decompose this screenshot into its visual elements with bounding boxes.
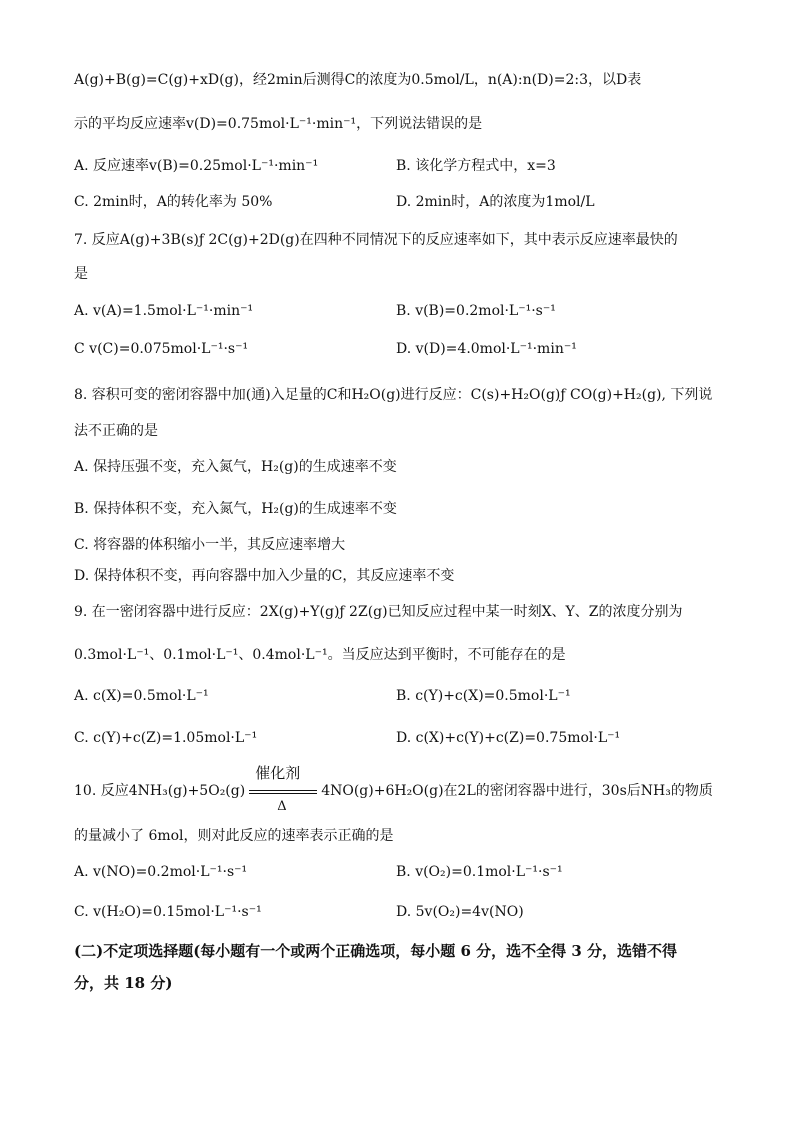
q7-option-b: B. v(B)=0.2mol·L⁻¹·s⁻¹ — [396, 303, 556, 319]
q6-option-b: B. 该化学方程式中，x=3 — [396, 158, 556, 174]
q8-option-a: A. 保持压强不变，充入氮气，H₂(g)的生成速率不变 — [74, 459, 397, 475]
q8-option-b: B. 保持体积不变，充入氮气，H₂(g)的生成速率不变 — [74, 501, 397, 517]
q10-catalyst-label: 催化剂 — [255, 764, 301, 782]
q7-option-c: C v(C)=0.075mol·L⁻¹·s⁻¹ — [74, 341, 249, 357]
q10-delta-label: Δ — [277, 799, 287, 814]
q9-option-c: C. c(Y)+c(Z)=1.05mol·L⁻¹ — [74, 730, 258, 746]
q6-stem-line2: 示的平均反应速率v(D)=0.75mol·L⁻¹·min⁻¹，下列说法错误的是 — [74, 116, 483, 132]
q10-stem-pre: 10. 反应4NH₃(g)+5O₂(g) — [74, 783, 246, 799]
q9-option-d: D. c(X)+c(Y)+c(Z)=0.75mol·L⁻¹ — [396, 730, 621, 746]
q9-stem-line2: 0.3mol·L⁻¹、0.1mol·L⁻¹、0.4mol·L⁻¹。当反应达到平衡时，不可能存在的是 — [74, 647, 566, 663]
q10-arrow-line — [249, 790, 317, 794]
q9-stem-line1: 9. 在一密闭容器中进行反应：2X(g)+Y(g)ƒ 2Z(g)已知反应过程中某一时刻X、Y、Z的浓度分别为 — [74, 604, 683, 620]
q10-option-b: B. v(O₂)=0.1mol·L⁻¹·s⁻¹ — [396, 864, 563, 880]
q10-catalyst-arrow — [245, 764, 321, 814]
q9-option-b: B. c(Y)+c(X)=0.5mol·L⁻¹ — [396, 688, 571, 704]
section-heading-line2: 分，共 18 分) — [74, 974, 173, 992]
q7-option-d: D. v(D)=4.0mol·L⁻¹·min⁻¹ — [396, 341, 577, 357]
q7-option-a: A. v(A)=1.5mol·L⁻¹·min⁻¹ — [74, 303, 254, 319]
q7-stem-line1: 7. 反应A(g)+3B(s)ƒ 2C(g)+2D(g)在四种不同情况下的反应速率如下，其中表示反应速率最快的 — [74, 232, 678, 248]
q10-option-c: C. v(H₂O)=0.15mol·L⁻¹·s⁻¹ — [74, 904, 262, 920]
q10-stem-line2: 的量减小了 6mol，则对此反应的速率表示正确的是 — [74, 828, 394, 844]
q10-stem-post: 4NO(g)+6H₂O(g)在2L的密闭容器中进行，30s后NH₃的物质 — [321, 783, 713, 799]
q8-option-d: D. 保持体积不变，再向容器中加入少量的C，其反应速率不变 — [74, 568, 455, 584]
q6-option-a: A. 反应速率v(B)=0.25mol·L⁻¹·min⁻¹ — [74, 158, 319, 174]
q10-option-d: D. 5v(O₂)=4v(NO) — [396, 904, 524, 920]
q9-option-a: A. c(X)=0.5mol·L⁻¹ — [74, 688, 209, 704]
section-heading-line1: (二)不定项选择题(每小题有一个或两个正确选项，每小题 6 分，选不全得 3 分，选错不得 — [74, 942, 678, 960]
q7-stem-line2: 是 — [74, 266, 88, 282]
q10-option-a: A. v(NO)=0.2mol·L⁻¹·s⁻¹ — [74, 864, 248, 880]
q6-option-c: C. 2min时，A的转化率为 50% — [74, 194, 273, 210]
q6-option-d: D. 2min时，A的浓度为1mol/L — [396, 194, 595, 210]
q6-stem-line1: A(g)+B(g)=C(g)+xD(g)，经2min后测得C的浓度为0.5mol/L，n(A):n(D)=2:3，以D表 — [74, 72, 642, 88]
q8-stem-line1: 8. 容积可变的密闭容器中加(通)入足量的C和H₂O(g)进行反应：C(s)+H₂O(g)ƒ CO(g)+H₂(g), 下列说 — [74, 387, 713, 403]
q8-option-c: C. 将容器的体积缩小一半，其反应速率增大 — [74, 537, 346, 553]
q10-stem-line1 — [74, 764, 713, 814]
q8-stem-line2: 法不正确的是 — [74, 423, 158, 439]
